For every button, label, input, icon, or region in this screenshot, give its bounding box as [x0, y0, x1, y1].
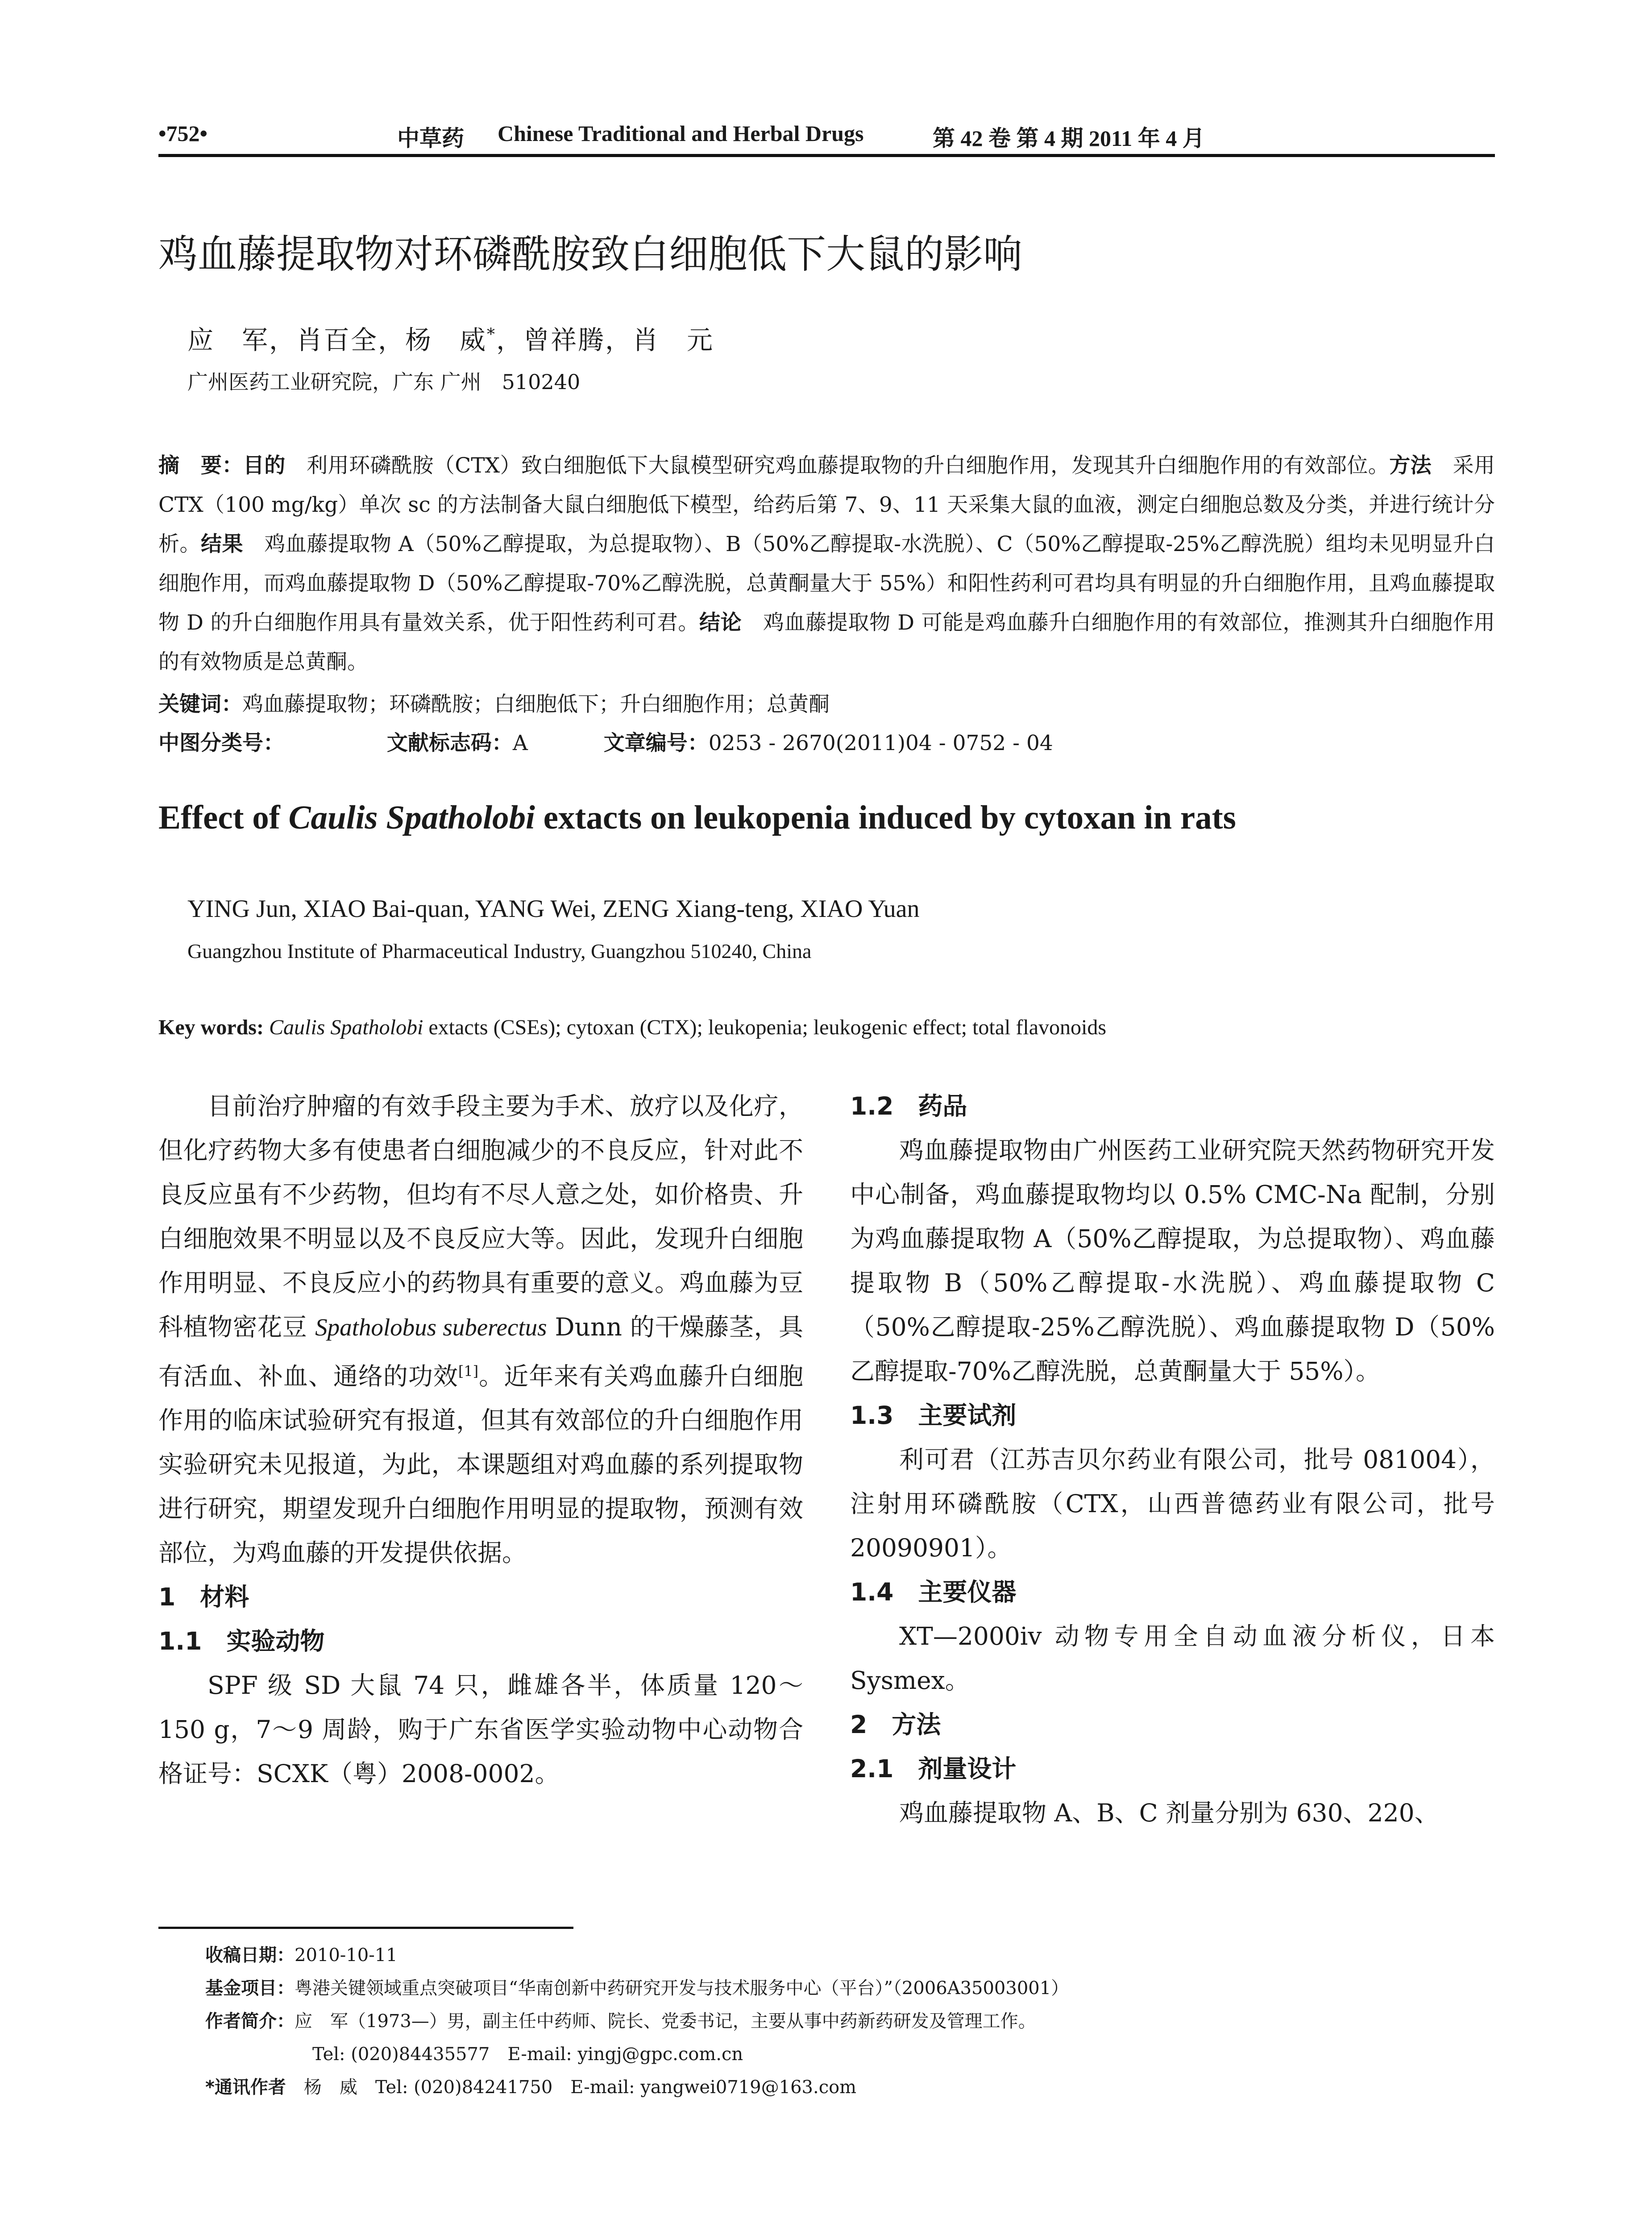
title-en-pre: Effect of — [158, 799, 289, 836]
title-en — [158, 799, 1236, 837]
footnote-fund — [205, 1972, 1069, 2005]
fund-text: 粤港关键领域重点突破项目“华南创新中药研究开发与技术服务中心（平台）”（2006A35003001） — [295, 1978, 1069, 1999]
affiliation-en: Guangzhou Institute of Pharmaceutical Industry, Guangzhou 510240, China — [187, 940, 812, 962]
authors-cn-rest: ，曾祥腾，肖 元 — [496, 325, 714, 355]
intro-text-a: 目前治疗肿瘤的有效手段主要为手术、放疗以及化疗，但化疗药物大多有使患者白细胞减少的不良反应，针对此不良反应虽有不少药物，但均有不尽人意之处，如价格贵、升白细胞效果不明显以及不良反应大等。因此，发现升白细胞作用明显、不良反应小的药物具有重要的意义。鸡血藤为豆科植物密花豆 — [158, 1092, 803, 1341]
doc-code-label: 文献标志码： — [386, 731, 513, 755]
authors-cn-first: 应 军，肖百全，杨 威 — [187, 325, 487, 355]
keywords-en-species: Caulis Spatholobi — [269, 1016, 423, 1039]
title-en-species: Caulis Spatholobi — [288, 799, 535, 836]
footnote-author-contact: Tel: (020)84435577 E-mail: yingj@gpc.com.cn — [312, 2044, 743, 2065]
author-text: 应 军（1973—）男，副主任中药师、院长、党委书记，主要从事中药新药研发及管理工作。 — [295, 2011, 1036, 2032]
intro-text-c: 。近年来有关鸡血藤升白细胞作用的临床试验研究有报道，但其有效部位的升白细胞作用实验研究未见报道，为此，本课题组对鸡血藤的系列提取物进行研究，期望发现升白细胞作用明显的提取物，预测有效部位，为鸡血藤的开发提供依据。 — [158, 1362, 803, 1568]
keywords-en — [158, 1015, 1106, 1040]
author-label: 作者简介： — [205, 2011, 295, 2032]
received-label: 收稿日期： — [205, 1945, 295, 1966]
header-rule — [158, 154, 1495, 157]
journal-name-en: Chinese Traditional and Herbal Drugs — [498, 121, 864, 146]
keywords-cn — [158, 685, 1495, 724]
section-heading-2: 2 方法 — [850, 1710, 941, 1739]
section-heading-1-4: 1.4 主要仪器 — [850, 1578, 1017, 1606]
footnote-received — [205, 1939, 1069, 1972]
clc-label: 中图分类号： — [158, 731, 284, 755]
received-date: 2010-10-11 — [295, 1945, 398, 1966]
abstract-results-label: 结果 — [200, 532, 243, 556]
abstract-methods: 采用 CTX（100 mg/kg）单次 sc 的方法制备大鼠白细胞低下模型，给药后第 7、9、11 天采集大鼠的血液，测定白细胞总数及分类，并进行统计分析。 — [158, 453, 1495, 556]
footnote-author — [205, 2005, 1069, 2038]
section-heading-1-2: 1.2 药品 — [850, 1092, 967, 1120]
fund-label: 基金项目： — [205, 1978, 295, 1999]
keywords-en-label: Key words: — [158, 1016, 269, 1039]
section-heading-1-3: 1.3 主要试剂 — [850, 1401, 1017, 1430]
affiliation-cn: 广州医药工业研究院，广东 广州 510240 — [187, 370, 581, 394]
section-heading-1: 1 材料 — [158, 1583, 249, 1612]
paragraph-1-3: 利可君（江苏吉贝尔药业有限公司，批号 081004），注射用环磷酰胺（CTX，山西普德药业有限公司，批号 20090901）。 — [850, 1445, 1495, 1562]
intro-species: Spatholobus suberectus — [315, 1314, 547, 1341]
title-en-post: extacts on leukopenia induced by cytoxan in rats — [535, 799, 1236, 836]
abstract-objective: 利用环磷酰胺（CTX）致白细胞低下大鼠模型研究鸡血藤提取物的升白细胞作用，发现其升白细胞作用的有效部位。 — [285, 453, 1390, 478]
abstract-conclusion: 鸡血藤提取物 D 可能是鸡血藤升白细胞作用的有效部位，推测其升白细胞作用的有效物质是总黄酮。 — [158, 610, 1495, 674]
paragraph-2-1: 鸡血藤提取物 A、B、C 剂量分别为 630、220、 — [899, 1799, 1439, 1827]
article-number-value: 0253 - 2670(2011)04 - 0752 - 04 — [708, 731, 1053, 755]
keywords-en-text: extacts (CSEs); cytoxan (CTX); leukopenia; leukogenic effect; total flavonoids — [423, 1016, 1107, 1039]
abstract-methods-label: 方法 — [1389, 453, 1432, 478]
paragraph-1-1: SPF 级 SD 大鼠 74 只，雌雄各半，体质量 120～150 g，7～9 周龄，购于广东省医学实验动物中心动物合格证号：SCXK（粤）2008-0002。 — [158, 1671, 803, 1788]
footnote-rule — [158, 1927, 573, 1929]
body-column-right — [850, 1084, 1495, 1835]
reference-mark: [1] — [458, 1363, 479, 1380]
footnote-corresponding — [205, 2071, 1069, 2104]
journal-name-cn: 中草药 — [397, 126, 464, 151]
keywords-cn-label: 关键词： — [158, 692, 242, 717]
keywords-cn-text: 鸡血藤提取物；环磷酰胺；白细胞低下；升白细胞作用；总黄酮 — [242, 692, 830, 717]
authors-en: YING Jun, XIAO Bai-quan, YANG Wei, ZENG Xiang-teng, XIAO Yuan — [187, 895, 920, 923]
intro-paragraph — [158, 1084, 803, 1575]
running-head — [158, 120, 1495, 152]
corresponding-mark: * — [487, 325, 497, 344]
paragraph-1-2: 鸡血藤提取物由广州医药工业研究院天然药物研究开发中心制备，鸡血藤提取物均以 0.5% CMC-Na 配制，分别为鸡血藤提取物 A（50%乙醇提取，为总提取物）、鸡血藤提取物 B（50%乙醇提取-水洗脱）、鸡血藤提取物 C（50%乙醇提取-25%乙醇洗脱）、鸡血藤提取物 D（50%乙醇提取-70%乙醇洗脱，总黄酮量大于 55%）。 — [850, 1136, 1495, 1385]
paragraph-1-4: XT—2000iv 动物专用全自动血液分析仪，日本 Sysmex。 — [850, 1622, 1495, 1695]
abstract-objective-label: 目的 — [243, 453, 286, 478]
classification-line — [158, 724, 1495, 763]
corresponding-text: 杨 威 Tel: (020)84241750 E-mail: yangwei0719@163.com — [286, 2077, 857, 2098]
body-column-left — [158, 1084, 803, 1796]
section-heading-2-1: 2.1 剂量设计 — [850, 1754, 1017, 1783]
abstract-conclusion-label: 结论 — [699, 610, 742, 635]
abstract-label: 摘 要： — [158, 453, 243, 478]
abstract-results: 鸡血藤提取物 A（50%乙醇提取，为总提取物）、B（50%乙醇提取-水洗脱）、C（50%乙醇提取-25%乙醇洗脱）组均未见明显升白细胞作用，而鸡血藤提取物 D（50%乙醇提取-70%乙醇洗脱，总黄酮量大于 55%）和阳性药利可君均具有明显的升白细胞作用，且鸡血藤提取物 D 的升白细胞作用具有量效关系，优于阳性药利可君。 — [158, 532, 1495, 635]
authors-cn — [187, 319, 714, 357]
abstract-cn — [158, 446, 1495, 682]
page-number: •752• — [158, 121, 208, 146]
journal-issue: 第 42 卷 第 4 期 2011 年 4 月 — [933, 126, 1205, 151]
title-cn: 鸡血藤提取物对环磷酰胺致白细胞低下大鼠的影响 — [158, 231, 1023, 277]
section-heading-1-1: 1.1 实验动物 — [158, 1627, 325, 1656]
intro-text-b: Dunn 的干燥藤茎，具有活血、补血、通络的功效 — [158, 1313, 803, 1391]
article-number-label: 文章编号： — [603, 731, 709, 755]
corresponding-label: *通讯作者 — [205, 2077, 286, 2098]
footnotes — [205, 1939, 1069, 2104]
doc-code-value: A — [512, 731, 528, 755]
